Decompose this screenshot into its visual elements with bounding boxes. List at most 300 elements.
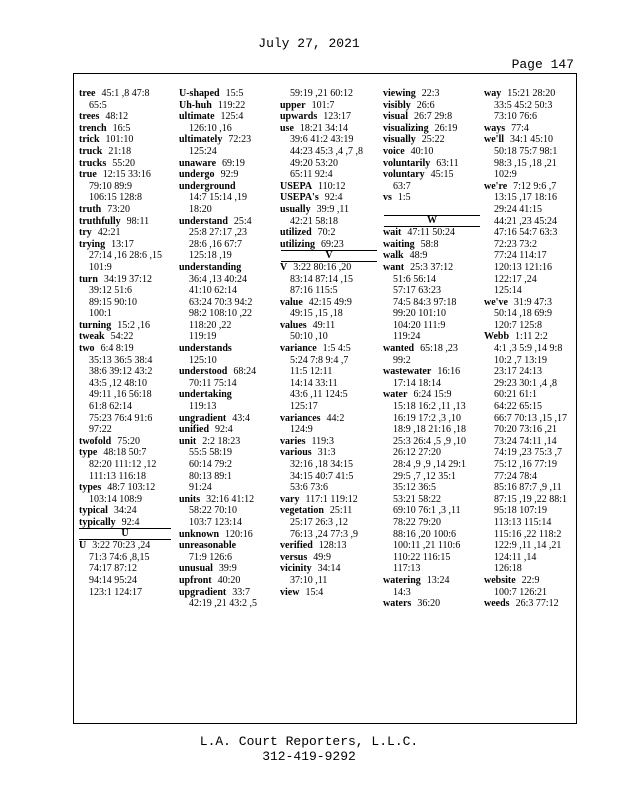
page-line-references: 74:17 87:12	[89, 563, 138, 575]
page-line-references: 60:14 79:2	[189, 459, 233, 470]
index-term: unaware	[179, 157, 217, 169]
page-line-references: 26:12 27:20	[393, 447, 442, 459]
page-line-references: 73:24 74:11 ,14	[494, 435, 557, 447]
page-line-references: 7:12 9:6 ,7	[513, 180, 557, 192]
page-line-references: 103:14 108:9	[89, 493, 143, 505]
index-entry	[280, 192, 378, 204]
index-entry-continuation	[179, 320, 274, 332]
index-entry	[79, 146, 171, 158]
index-entry	[79, 274, 171, 286]
index-term: unknown	[179, 528, 220, 540]
page-line-references: 14:3	[393, 586, 411, 598]
page-line-references: 11:5 12:11	[290, 366, 333, 378]
index-entry-continuation	[383, 459, 481, 471]
index-entry-continuation	[179, 192, 274, 204]
page-line-references: 70:2	[317, 227, 336, 239]
index-term: visually	[383, 134, 416, 146]
index-entry-continuation	[280, 389, 378, 401]
page-line-references: 53:21 58:22	[393, 493, 442, 505]
page-line-references: 104:20 111:9	[393, 319, 446, 331]
index-term: trick	[79, 134, 100, 146]
page-line-references: 75:23 76:4 91:6	[89, 412, 153, 424]
index-term: website	[484, 574, 516, 586]
index-column-3	[280, 88, 378, 598]
index-term: we're	[484, 180, 508, 192]
page-line-references: 44:23 45:3 ,4 ,7 ,8	[290, 145, 364, 157]
index-entry	[179, 169, 274, 181]
index-entry-continuation	[484, 320, 576, 332]
index-term: vicinity	[280, 563, 312, 575]
page-line-references: 3:22 80:16 ,20	[293, 261, 352, 273]
index-entry	[383, 192, 481, 204]
index-entry	[280, 297, 378, 309]
page-line-references: 6:4 8:19	[100, 343, 134, 355]
index-term: trying	[79, 238, 106, 250]
page-line-references: 15:4	[305, 586, 324, 598]
index-term: voice	[383, 145, 405, 157]
index-entry-continuation	[79, 355, 171, 367]
page-line-references: 101:10	[105, 134, 134, 146]
page-line-references: 125:14	[494, 285, 522, 297]
index-term: voluntarily	[383, 157, 431, 169]
index-entry-continuation	[484, 216, 576, 228]
index-entry	[179, 262, 274, 274]
page-line-references: 4:1 ,3 5:9 ,14 9:8	[494, 343, 563, 355]
page-line-references: 1:11 2:2	[515, 331, 548, 343]
index-term: truthfully	[79, 215, 121, 227]
index-entry-continuation	[383, 424, 481, 436]
page-line-references: 49:15 ,15 ,18	[290, 308, 343, 320]
index-entry-continuation	[280, 88, 378, 100]
page-line-references: 45:15	[430, 169, 454, 181]
index-term: turn	[79, 273, 98, 285]
index-entry	[280, 204, 378, 216]
index-entry-continuation	[79, 250, 171, 262]
index-term: try	[79, 227, 92, 239]
index-term: USEPA	[280, 180, 313, 192]
index-entry-continuation	[383, 471, 481, 483]
page-line-references: 100:11 ,21 110:6	[393, 540, 461, 552]
page-line-references: 38:6 39:12 43:2	[89, 366, 153, 378]
index-entry-continuation	[383, 378, 481, 390]
index-entry	[383, 100, 481, 112]
index-term: ungradient	[179, 412, 227, 424]
index-entry	[79, 320, 171, 332]
index-entry-continuation	[383, 355, 481, 367]
page-line-references: 58:22 70:10	[189, 505, 238, 517]
index-term: value	[280, 296, 303, 308]
index-entry-continuation	[484, 401, 576, 413]
page-line-references: 78:22 79:20	[393, 516, 442, 528]
page-line-references: 25:22	[421, 134, 445, 146]
index-term: wait	[383, 227, 402, 239]
page-line-references: 28:6 ,16 67:7	[189, 238, 243, 250]
index-entry-continuation	[79, 192, 171, 204]
index-entry	[383, 239, 481, 251]
page-line-references: 95:18 107:19	[494, 505, 548, 517]
index-term: understand	[179, 215, 228, 227]
page-line-references: 65:11 92:4	[290, 169, 333, 181]
page-line-references: 97:22	[89, 424, 112, 436]
page-line-references: 48:7 103:12	[107, 482, 156, 494]
index-entry-continuation	[383, 181, 481, 193]
index-entry-continuation	[179, 227, 274, 239]
page-date: July 27, 2021	[258, 36, 360, 51]
index-entry	[79, 239, 171, 251]
index-entry-continuation	[383, 436, 481, 448]
index-entry-continuation	[484, 447, 576, 459]
index-entry-continuation	[179, 482, 274, 494]
index-entry	[79, 169, 171, 181]
page-line-references: 92:9	[220, 169, 239, 181]
index-entry-continuation	[179, 505, 274, 517]
index-entry	[179, 563, 274, 575]
index-term: way	[484, 88, 502, 99]
index-term: truck	[79, 145, 103, 157]
index-term: unusual	[179, 563, 213, 575]
page-line-references: 44:2	[326, 412, 345, 424]
index-entry-continuation	[484, 100, 576, 112]
index-entry-continuation	[179, 355, 274, 367]
index-term: unified	[179, 424, 210, 436]
index-entry-continuation	[280, 274, 378, 286]
index-term: variances	[280, 412, 321, 424]
page-line-references: 125:10	[189, 354, 217, 366]
index-entry-continuation	[484, 378, 576, 390]
page-line-references: 102:9	[494, 169, 517, 181]
index-entry	[179, 587, 274, 599]
index-entry-continuation	[484, 424, 576, 436]
index-entry	[484, 123, 576, 135]
index-entry	[280, 100, 378, 112]
index-entry	[79, 447, 171, 459]
page-line-references: 80:13 89:1	[189, 470, 233, 482]
index-term: vegetation	[280, 505, 324, 517]
page-line-references: 47:11 50:24	[407, 227, 456, 239]
index-term: units	[179, 493, 201, 505]
page-line-references: 18:20	[189, 203, 212, 215]
page-line-references: 25:4	[233, 215, 252, 227]
index-entry	[179, 494, 274, 506]
index-entry-continuation	[79, 471, 171, 483]
page-line-references: 70:11 75:14	[189, 377, 237, 389]
page-line-references: 126:10 ,16	[189, 122, 232, 134]
index-entry-continuation	[179, 204, 274, 216]
section-letter-divider	[280, 250, 378, 262]
page-line-references: 71:9 126:6	[189, 551, 233, 563]
page-line-references: 47:16 54:7 63:3	[494, 227, 558, 239]
page-line-references: 119:22	[217, 99, 246, 111]
page-line-references: 77:24 78:4	[494, 470, 538, 482]
index-entry-continuation	[179, 447, 274, 459]
index-entry-continuation	[280, 471, 378, 483]
index-entry-continuation	[484, 192, 576, 204]
page-line-references: 35:12 36:5	[393, 482, 437, 494]
page-line-references: 117:1 119:12	[305, 493, 358, 505]
index-term: watering	[383, 574, 421, 586]
page-line-references: 50:14 ,18 69:9	[494, 308, 553, 320]
page-line-references: 26:3 77:12	[515, 598, 559, 610]
index-term: verified	[280, 540, 313, 552]
index-entry-continuation	[79, 575, 171, 587]
index-entry-continuation	[179, 308, 274, 320]
index-entry	[383, 389, 481, 401]
page-line-references: 34:15 40:7 41:5	[290, 470, 354, 482]
index-term: two	[79, 343, 95, 355]
index-entry	[179, 575, 274, 587]
index-term: tweak	[79, 331, 105, 343]
page-line-references: 6:24 15:9	[413, 389, 452, 401]
page-line-references: 73:10 76:6	[494, 111, 538, 123]
index-entry-continuation	[484, 587, 576, 599]
index-entry-continuation	[484, 563, 576, 575]
page-line-references: 68:24	[233, 366, 257, 378]
index-term: understands	[179, 343, 232, 355]
page-line-references: 49:20 53:20	[290, 157, 339, 169]
index-term: unreasonable	[179, 540, 237, 552]
index-term: Uh-huh	[179, 99, 212, 111]
page-line-references: 64:22 65:15	[494, 401, 543, 413]
index-entry-continuation	[383, 540, 481, 552]
index-entry	[383, 169, 481, 181]
page-line-references: 99:20 101:10	[393, 308, 447, 320]
page-line-references: 1:5 4:5	[322, 343, 351, 355]
page-line-references: 43:4	[232, 412, 251, 424]
index-entry	[484, 297, 576, 309]
page-line-references: 128:13	[318, 540, 347, 552]
page-line-references: 87:15 ,19 ,22 88:1	[494, 493, 568, 505]
page-line-references: 26:7 29:8	[414, 111, 453, 123]
index-entry	[280, 563, 378, 575]
page-line-references: 125:24	[189, 145, 217, 157]
page-line-references: 111:13 116:18	[89, 470, 146, 482]
index-entry-continuation	[484, 239, 576, 251]
page-line-references: 29:5 ,7 ,12 35:1	[393, 470, 457, 482]
index-entry-continuation	[383, 587, 481, 599]
page-line-references: 58:8	[420, 238, 439, 250]
page-line-references: 22:9	[521, 574, 540, 586]
index-entry	[383, 111, 481, 123]
index-term: variance	[280, 343, 317, 355]
index-term: true	[79, 169, 97, 181]
index-column-4	[383, 88, 481, 610]
index-term: visibly	[383, 99, 411, 111]
index-term: view	[280, 586, 300, 598]
page-line-references: 85:16 87:7 ,9 ,11	[494, 482, 562, 494]
index-entry-continuation	[280, 366, 378, 378]
page-line-references: 15:5	[225, 88, 244, 99]
page-line-references: 118:20 ,22	[189, 319, 232, 331]
index-term: trench	[79, 122, 107, 134]
index-term: we'll	[484, 134, 504, 146]
index-term: versus	[280, 551, 308, 563]
index-entry	[280, 505, 378, 517]
index-entry-continuation	[484, 482, 576, 494]
index-entry	[179, 88, 274, 100]
page-line-references: 39:9 ,11	[316, 203, 349, 215]
page-line-references: 49:11 ,16 56:18	[89, 389, 152, 401]
page-line-references: 42:19 ,21 43:2 ,5	[189, 598, 258, 610]
index-entry	[280, 343, 378, 355]
page-line-references: 14:14 33:11	[290, 377, 338, 389]
index-entry-continuation	[79, 389, 171, 401]
index-term: weeds	[484, 598, 510, 610]
index-entry	[383, 134, 481, 146]
index-entry-continuation	[280, 146, 378, 158]
page-line-references: 117:13	[393, 563, 421, 575]
page-line-references: 125:17	[290, 401, 318, 413]
footer-company: L.A. Court Reporters, L.L.C.	[199, 734, 419, 749]
index-column-2	[179, 88, 274, 610]
page-line-references: 65:18 ,23	[420, 343, 458, 355]
index-entry-continuation	[484, 285, 576, 297]
page-line-references: 98:3 ,15 ,18 ,21	[494, 157, 557, 169]
index-entry-continuation	[383, 494, 481, 506]
page-line-references: 61:8 62:14	[89, 401, 133, 413]
index-term: truth	[79, 203, 102, 215]
index-entry-continuation	[79, 424, 171, 436]
index-entry-continuation	[383, 308, 481, 320]
index-entry	[383, 123, 481, 135]
page-line-references: 16:19 17:2 ,3 ,10	[393, 412, 462, 424]
page-line-references: 66:7 70:13 ,15 ,17	[494, 412, 568, 424]
page-line-references: 48:12	[105, 111, 129, 123]
page-line-references: 63:24 70:3 94:2	[189, 296, 253, 308]
index-entry-continuation	[383, 204, 481, 216]
page-line-references: 100:7 126:21	[494, 586, 548, 598]
page-line-references: 13:24	[426, 574, 450, 586]
section-letter-divider	[383, 216, 481, 228]
index-entry-continuation	[484, 111, 576, 123]
page-line-references: 126:18	[494, 563, 522, 575]
index-entry-continuation	[179, 285, 274, 297]
page-line-references: 87:16 115:5	[290, 285, 338, 297]
page-line-references: 99:2	[393, 354, 411, 366]
index-entry-continuation	[179, 250, 274, 262]
index-term: trees	[79, 111, 100, 123]
page-line-references: 119:13	[189, 401, 217, 413]
index-term: utilized	[280, 227, 312, 239]
index-entry	[179, 366, 274, 378]
page-line-references: 92:4	[121, 516, 140, 528]
index-entry	[179, 424, 274, 436]
index-entry	[79, 436, 171, 448]
page-line-references: 32:16 ,18 34:15	[290, 459, 354, 470]
page-number: Page 147	[511, 57, 574, 72]
index-entry-continuation	[484, 436, 576, 448]
page-line-references: 10:2 ,7 13:19	[494, 354, 548, 366]
index-term: vary	[280, 493, 300, 505]
index-entry-continuation	[179, 459, 274, 471]
page-line-references: 72:23	[228, 134, 252, 146]
index-term: usually	[280, 203, 311, 215]
index-entry	[383, 598, 481, 610]
page-line-references: 25:11	[329, 505, 353, 517]
index-term: ultimately	[179, 134, 223, 146]
index-entry	[179, 540, 274, 552]
page-line-references: 34:19 37:12	[103, 273, 152, 285]
page-line-references: 12:15 33:16	[102, 169, 151, 181]
index-column-1	[79, 88, 171, 598]
page-line-references: 54:22	[110, 331, 134, 343]
index-entry-continuation	[383, 505, 481, 517]
index-term: typically	[79, 516, 116, 528]
page-line-references: 120:13 121:16	[494, 261, 553, 273]
index-entry	[280, 436, 378, 448]
index-entry	[79, 331, 171, 343]
index-entry-continuation	[280, 331, 378, 343]
page-line-references: 50:10 ,10	[290, 331, 328, 343]
page-line-references: 50:18 75:7 98:1	[494, 145, 558, 157]
index-entry-continuation	[179, 146, 274, 158]
index-entry-continuation	[484, 204, 576, 216]
page-line-references: 34:1 45:10	[510, 134, 554, 146]
page-line-references: 29:24 41:15	[494, 203, 543, 215]
index-entry	[280, 413, 378, 425]
page-line-references: 15:18 16:2 ,11 ,13	[393, 401, 466, 413]
index-entry-continuation	[179, 297, 274, 309]
page-line-references: 69:19	[222, 157, 245, 169]
index-entry-continuation	[383, 563, 481, 575]
page-line-references: 69:10 76:1 ,3 ,11	[393, 505, 461, 517]
index-term: tree	[79, 88, 96, 99]
index-term: type	[79, 447, 98, 459]
index-entry-continuation	[484, 505, 576, 517]
index-entry-continuation	[280, 134, 378, 146]
page-line-references: 31:9 47:3	[513, 296, 552, 308]
index-entry	[383, 158, 481, 170]
index-entry-continuation	[79, 587, 171, 599]
index-entry-continuation	[280, 378, 378, 390]
index-entry-continuation	[179, 517, 274, 529]
index-entry	[280, 181, 378, 193]
index-entry-continuation	[280, 216, 378, 228]
page-line-references: 82:20 111:12 ,12	[89, 459, 157, 470]
index-entry-continuation	[280, 459, 378, 471]
page-line-references: 2:2 18:23	[202, 435, 241, 447]
index-term: vs	[383, 192, 392, 204]
page-line-references: 22:3	[421, 88, 440, 99]
index-entry	[179, 100, 274, 112]
page-line-references: 57:17 63:23	[393, 285, 442, 297]
page-line-references: 106:15 128:8	[89, 192, 143, 204]
index-term: wanted	[383, 343, 415, 355]
index-entry-continuation	[79, 100, 171, 112]
index-entry-continuation	[383, 529, 481, 541]
index-entry	[280, 552, 378, 564]
page-line-references: 123:17	[323, 111, 352, 123]
index-entry	[179, 158, 274, 170]
index-term: wastewater	[383, 366, 432, 378]
index-entry	[484, 575, 576, 587]
index-entry	[484, 181, 576, 193]
index-entry	[280, 320, 378, 332]
page-line-references: 16:5	[112, 122, 131, 134]
page-line-references: 65:5	[89, 99, 107, 111]
page-line-references: 40:20	[217, 574, 241, 586]
page-line-references: 44:21 ,23 45:24	[494, 215, 558, 227]
index-entry	[79, 482, 171, 494]
page-line-references: 55:20	[112, 157, 136, 169]
page-line-references: 40:10	[410, 145, 434, 157]
index-entry-continuation	[79, 366, 171, 378]
page-line-references: 55:5 58:19	[189, 447, 233, 459]
footer-phone: 312-419-9292	[262, 749, 356, 764]
index-entry	[383, 227, 481, 239]
index-entry-continuation	[383, 285, 481, 297]
page-line-references: 60:21 61:1	[494, 389, 538, 401]
index-entry-continuation	[280, 482, 378, 494]
